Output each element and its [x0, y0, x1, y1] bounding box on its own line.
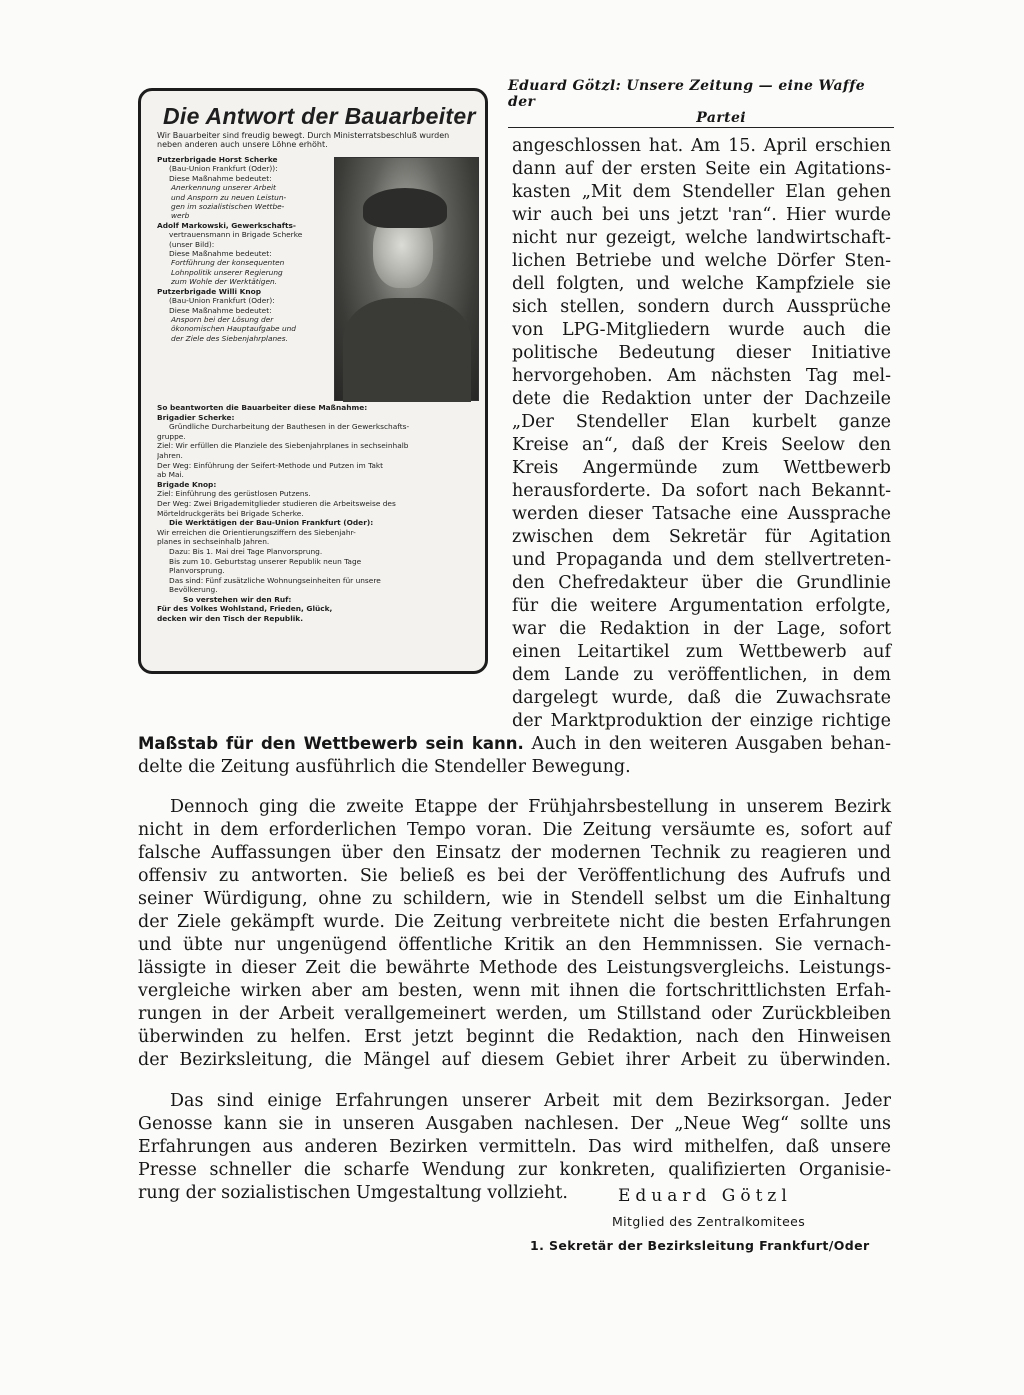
- clipping-line: (Bau-Union Frankfurt (Oder)):: [169, 164, 278, 174]
- column-line: dete die Redaktion unter der Dachzeile: [512, 389, 891, 409]
- column-line: dann auf der ersten Seite ein Agitations-: [512, 159, 891, 179]
- column-line: „Der Stendeller Elan kurbelt ganze: [512, 412, 891, 432]
- column-line: hervorgehoben. Am nächsten Tag mel-: [512, 366, 891, 386]
- clipping-line: Ziel: Wir erfüllen die Planziele des Siebenjahrplanes in sechseinhalb: [157, 441, 409, 451]
- paragraph-2-line: und übte nur ungenügend öffentliche Kritik an den Hemmnissen. Sie vernach-: [138, 935, 891, 955]
- worker-photo: [334, 157, 479, 401]
- column-line: Kreise an“, daß der Kreis Seelow den: [512, 435, 891, 455]
- clipping-line: Bis zum 10. Geburtstag unserer Republik neun Tage: [169, 556, 362, 566]
- paragraph-2-line: seiner Würdigung, ohne zu schildern, wie in Stendell selbst um die Einhaltung: [138, 889, 891, 909]
- clipping-line: Diese Maßnahme bedeutet:: [169, 173, 272, 183]
- clipping-line: Der Weg: Zwei Brigademitglieder studieren die Arbeitsweise des: [157, 498, 396, 508]
- clipping-line: Für des Volkes Wohlstand, Frieden, Glück,: [157, 604, 333, 614]
- clipping-line: und Ansporn zu neuen Leistun-: [171, 192, 287, 202]
- column-line: dell folgten, und welche Kampfziele sie: [512, 274, 891, 294]
- clipping-line: So verstehen wir den Ruf:: [183, 594, 292, 604]
- column-line: Kreis Angermünde zum Wettbewerb: [512, 458, 891, 478]
- column-line: zwischen dem Sekretär für Agitation: [512, 527, 891, 547]
- clipping-line: Diese Maßnahme bedeutet:: [169, 305, 272, 315]
- column-line: dargelegt wurde, daß die Zuwachsrate: [512, 688, 891, 708]
- signature-role-2: 1. Sekretär der Bezirksleitung Frankfurt/Oder: [530, 1238, 870, 1253]
- paragraph-2-line: Dennoch ging die zweite Etappe der Frühjahrsbestellung in unserem Bezirk: [170, 797, 891, 817]
- body-line: delte die Zeitung ausführlich die Stendeller Bewegung.: [138, 757, 631, 777]
- paragraph-3-line: rung der sozialistischen Umgestaltung vollzieht.: [138, 1183, 568, 1203]
- clipping-line: gen im sozialistischen Wettbe-: [171, 202, 285, 212]
- clipping-line: Der Weg: Einführung der Seifert-Methode und Putzen im Takt: [157, 460, 384, 470]
- column-line: nicht nur gezeigt, welche landwirtschaft-: [512, 228, 891, 248]
- column-line: wir auch bei uns jetzt 'ran“. Hier wurde: [512, 205, 891, 225]
- clipping-line: Ansporn bei der Lösung der: [171, 314, 274, 324]
- paragraph-2-line: offensiv zu antworten. Sie beließ es bei der Veröffentlichung des Aufrufs und: [138, 866, 891, 886]
- clipping-title: Die Antwort der Bauarbeiter: [163, 103, 476, 129]
- paragraph-2-line: überwinden zu helfen. Erst jetzt beginnt die Redaktion, nach den Hinweisen: [138, 1027, 891, 1047]
- clipping-line: Wir erreichen die Orientierungsziffern des Siebenjahr-: [157, 527, 356, 537]
- line-rest: Auch in den weiteren Ausgaben behan-: [523, 734, 891, 754]
- photo-figure-cap: [363, 188, 447, 228]
- clipping-line: Brigade Knop:: [157, 479, 217, 489]
- paragraph-3-line: Presse schneller die scharfe Wendung zur konkreten, qualifizierten Organisie-: [138, 1160, 891, 1180]
- clipping-line: (Bau-Union Frankfurt (Oder):: [169, 296, 275, 306]
- column-line: werden dieser Tatsache eine Aussprache: [512, 504, 891, 524]
- signature-name: Eduard Götzl: [618, 1186, 792, 1206]
- clipping-line: ökonomischen Hauptaufgabe und: [171, 324, 297, 334]
- paragraph-2-line: vergleiche wirken aber am besten, wenn mit ihnen die fortschrittlichsten Erfah-: [138, 981, 891, 1001]
- clipping-line: Putzerbrigade Willi Knop: [157, 286, 262, 296]
- column-line: lichen Betriebe und welche Dörfer Sten-: [512, 251, 891, 271]
- running-head: [508, 78, 894, 128]
- column-line: war die Redaktion in der Lage, sofort: [512, 619, 891, 639]
- clipping-line: Lohnpolitik unserer Regierung: [171, 267, 283, 277]
- clipping-line: Dazu: Bis 1. Mai drei Tage Planvorsprung.: [169, 546, 323, 556]
- column-line: und Propaganda und dem stellvertreten-: [512, 550, 891, 570]
- column-line: politische Bedeutung dieser Initiative: [512, 343, 891, 363]
- clipping-side-text: [157, 155, 333, 343]
- column-line: der Marktproduktion der einzige richtige: [512, 711, 891, 731]
- clipping-line: So beantworten die Bauarbeiter diese Maßnahme:: [157, 403, 368, 412]
- clipping-line: decken wir den Tisch der Republik.: [157, 614, 304, 624]
- paragraph-3-line: Das sind einige Erfahrungen unserer Arbeit mit dem Bezirksorgan. Jeder: [170, 1091, 891, 1111]
- clipping-line: Planvorsprung.: [169, 566, 225, 576]
- body-line: [138, 733, 891, 755]
- clipping-line: werb: [171, 211, 190, 221]
- paragraph-2-line: falsche Auffassungen über den Einsatz der modernen Technik zu reagieren und: [138, 843, 891, 863]
- clipping-line: Fortführung der konsequenten: [171, 258, 285, 268]
- clipping-line: vertrauensmann in Brigade Scherke: [169, 230, 303, 240]
- clipping-line: Diese Maßnahme bedeutet:: [169, 249, 272, 259]
- clipping-line: (unser Bild):: [169, 239, 215, 249]
- column-line: dem Lande zu veröffentlichen, in dem: [512, 665, 891, 685]
- clipping-line: Putzerbrigade Horst Scherke: [157, 155, 278, 164]
- clipping-intro: Wir Bauarbeiter sind freudig bewegt. Durch Ministerratsbeschluß wurden neben anderen auch unsere Löhne erhöht.: [157, 131, 450, 149]
- paragraph-2-line: der Ziele gekämpft wurde. Die Zeitung verbreitete nicht die besten Erfahrungen: [138, 912, 891, 932]
- clipping-line: Jahren.: [157, 450, 183, 460]
- clipping-line: Anerkennung unserer Arbeit: [171, 183, 276, 193]
- clipping-line: der Ziele des Siebenjahrplanes.: [171, 333, 288, 343]
- paragraph-2-line: lässigte in dieser Zeit die bewährte Methode des Leistungsvergleichs. Leistungs-: [138, 958, 891, 978]
- paragraph-2-line: rungen in der Arbeit verallgemeinert werden, um Stillstand oder Zurückbleiben: [138, 1004, 891, 1024]
- bold-phrase: Maßstab für den Wettbewerb sein kann.: [138, 734, 524, 753]
- column-line: für die weitere Argumentation erfolgte,: [512, 596, 891, 616]
- newspaper-clipping: [138, 88, 488, 674]
- paragraph-3-line: Erfahrungen aus anderen Bezirken vermitteln. Das wird mithelfen, daß unsere: [138, 1137, 891, 1157]
- column-line: herausforderte. Da sofort nach Bekannt-: [512, 481, 891, 501]
- column-line: kasten „Mit dem Stendeller Elan gehen: [512, 182, 891, 202]
- clipping-line: Die Werktätigen der Bau-Union Frankfurt (Oder):: [169, 518, 374, 528]
- paragraph-2-line: nicht in dem erforderlichen Tempo voran. Die Zeitung versäumte es, sofort auf: [138, 820, 891, 840]
- clipping-line: Adolf Markowski, Gewerkschafts-: [157, 220, 296, 230]
- column-line: den Chefredakteur über die Grundlinie: [512, 573, 891, 593]
- clipping-line: Ziel: Einführung des gerüstlosen Putzens.: [157, 489, 311, 499]
- signature-role-1: Mitglied des Zentralkomitees: [612, 1214, 806, 1229]
- running-head-line-2: Partei: [696, 110, 746, 126]
- clipping-line: Mörteldruckgeräts bei Brigade Scherke.: [157, 508, 304, 518]
- clipping-line: Brigadier Scherke:: [157, 412, 235, 422]
- paragraph-3-line: Genosse kann sie in unseren Ausgaben nachlesen. Der „Neue Weg“ sollte uns: [138, 1114, 891, 1134]
- column-line: sich stellen, sondern durch Aussprüche: [512, 297, 891, 317]
- running-head-line-1: Eduard Götzl: Unsere Zeitung — eine Waffe der: [508, 78, 866, 110]
- column-line: angeschlossen hat. Am 15. April erschien: [512, 136, 891, 156]
- clipping-line: zum Wohle der Werktätigen.: [171, 277, 278, 287]
- clipping-line: planes in sechseinhalb Jahren.: [157, 537, 270, 547]
- clipping-line: Bevölkerung.: [169, 585, 218, 595]
- column-line: von LPG-Mitgliedern wurde auch die: [512, 320, 891, 340]
- clipping-line: gruppe.: [157, 431, 186, 441]
- paragraph-2-line: der Bezirksleitung, die Mängel auf diesem Gebiet ihrer Arbeit zu überwinden.: [138, 1050, 891, 1070]
- clipping-line: Das sind: Fünf zusätzliche Wohnungseinheiten für unsere: [169, 575, 381, 585]
- column-line: einen Leitartikel zum Wettbewerb auf: [512, 642, 891, 662]
- photo-figure-body: [343, 298, 471, 402]
- clipping-full-text: [157, 403, 477, 624]
- clipping-line: ab Mai.: [157, 470, 184, 480]
- clipping-line: Gründliche Durcharbeitung der Bauthesen in der Gewerkschafts-: [169, 422, 410, 432]
